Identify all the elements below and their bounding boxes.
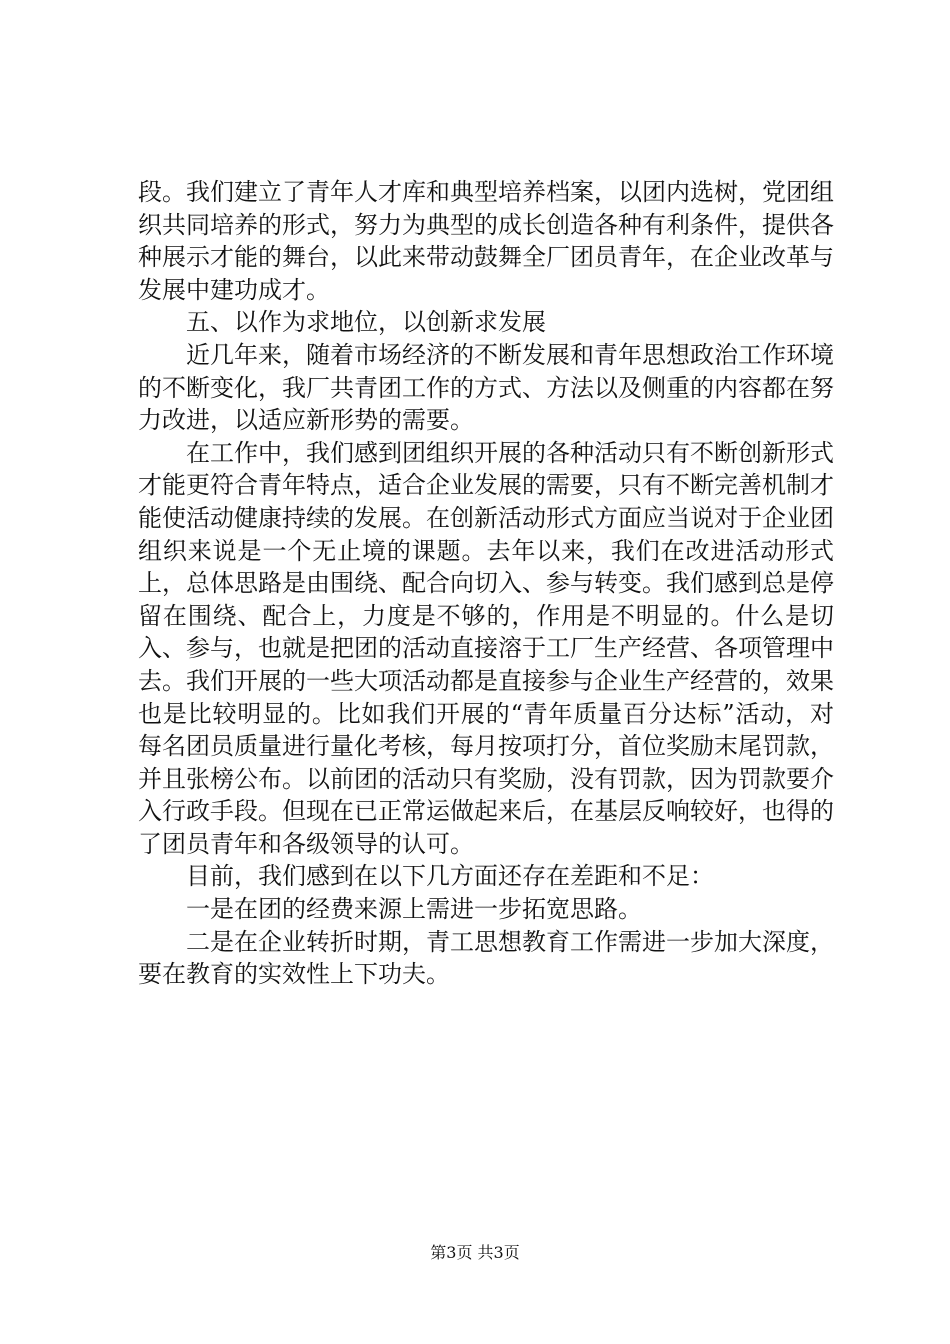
list-item: 二是在企业转折时期，青工思想教育工作需进一步加大深度，要在教育的实效性上下功夫。: [138, 927, 834, 989]
paragraph: 在工作中，我们感到团组织开展的各种活动只有不断创新形式才能更符合青年特点，适合企业发展的需要，只有不断完善机制才能使活动健康持续的发展。在创新活动形式方面应当说对于企业团组织来说是一个无止境的课题。去年以来，我们在改进活动形式上，总体思路是由围绕、配合向切入、参与转变。我们感到总是停留在围绕、配合上，力度是不够的，作用是不明显的。什么是切入、参与，也就是把团的活动直接溶于工厂生产经营、各项管理中去。我们开展的一些大项活动都是直接参与企业生产经营的，效果也是比较明显的。比如我们开展的“青年质量百分达标”活动，对每名团员质量进行量化考核，每月按项打分，首位奖励末尾罚款，并且张榜公布。以前团的活动只有奖励，没有罚款，因为罚款要介入行政手段。但现在已正常运做起来后，在基层反响较好，也得的了团员青年和各级领导的认可。: [138, 438, 834, 858]
list-item: 一是在团的经费来源上需进一步拓宽思路。: [186, 895, 642, 924]
paragraph: 近几年来，随着市场经济的不断发展和青年思想政治工作环境的不断变化，我厂共青团工作的方式、方法以及侧重的内容都在努力改进，以适应新形势的需要。: [138, 340, 834, 435]
section-heading: 五、以作为求地位，以创新求发展: [186, 308, 546, 337]
paragraph-continuation: 段。我们建立了青年人才库和典型培养档案，以团内选树，党团组织共同培养的形式，努力为典型的成长创造各种有利条件，提供各种展示才能的舞台，以此来带动鼓舞全厂团员青年，在企业改革与发展中建功成才。: [138, 178, 834, 304]
document-body: [138, 176, 834, 991]
paragraph: 目前，我们感到在以下几方面还存在差距和不足：: [186, 862, 714, 891]
page-number-footer: 第3页 共3页: [430, 1243, 520, 1262]
